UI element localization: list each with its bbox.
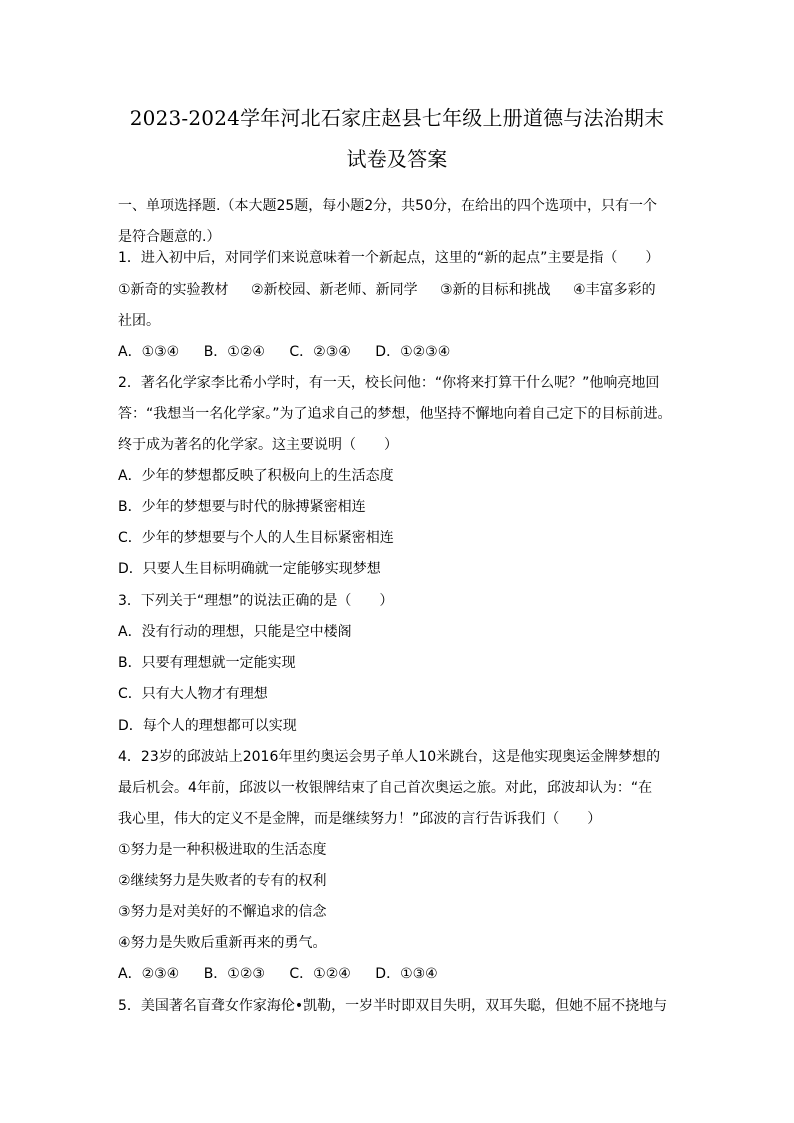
question-4-statement-3: ③努力是对美好的不懈追求的信念	[118, 904, 327, 920]
question-4-statement-2: ②继续努力是失败者的专有的权利	[118, 873, 327, 889]
question-2-stem: 2．著名化学家李比希小学时，有一天，校长问他：“你将来打算干什么呢？”他响亮地回	[118, 375, 660, 391]
question-4-stem-line-3: 我心里，伟大的定义不是金牌，而是继续努力！”邱波的言行告诉我们（ ）	[118, 811, 602, 827]
question-3-option-d: D．每个人的理想都可以实现	[118, 718, 297, 734]
section-heading-continued: 是符合题意的.）	[118, 229, 221, 245]
option-a: A．①③④	[118, 344, 180, 360]
question-1-statements-continued: 社团。	[118, 313, 160, 329]
section-heading: 一、单项选择题.（本大题25题，每小题2分，共50分，在给出的四个选项中，只有一个	[118, 198, 657, 214]
option-c: C．①②④	[289, 966, 351, 982]
option-c: C．②③④	[289, 344, 351, 360]
statement-2: ②新校园、新老师、新同学	[251, 282, 418, 298]
question-4-stem-line-2: 最后机会。4年前，邱波以一枚银牌结束了自己首次奥运之旅。对此，邱波却认为：“在	[118, 780, 653, 796]
document-title-line-1: 2023-2024学年河北石家庄赵县七年级上册道德与法治期末	[129, 106, 665, 130]
statement-3: ③新的目标和挑战	[440, 282, 551, 298]
question-4-stem: 4．23岁的邱波站上2016年里约奥运会男子单人10米跳台，这是他实现奥运金牌梦想的	[118, 749, 661, 765]
option-d: D．①③④	[375, 966, 438, 982]
statement-4: ④丰富多彩的	[573, 282, 656, 298]
question-3-stem: 3．下列关于“理想”的说法正确的是（ ）	[118, 593, 394, 609]
question-4-statement-4: ④努力是失败后重新再来的勇气。	[118, 935, 327, 951]
statement-1: ①新奇的实验教材	[118, 282, 229, 298]
question-1-options	[118, 342, 678, 362]
question-5-stem: 5．美国著名盲聋女作家海伦•凯勒，一岁半时即双目失明，双耳失聪，但她不屈不挠地与	[118, 998, 668, 1014]
question-4-options	[118, 964, 678, 984]
question-2-option-c: C．少年的梦想要与个人的人生目标紧密相连	[118, 530, 394, 546]
question-2-stem-line-3: 终于成为著名的化学家。这主要说明（ ）	[118, 437, 398, 453]
question-2-option-d: D．只要人生目标明确就一定能够实现梦想	[118, 561, 381, 577]
question-2-stem-line-2: 答：“我想当一名化学家。”为了追求自己的梦想，他坚持不懈地向着自己定下的目标前进。	[118, 406, 672, 422]
question-2-option-a: A．少年的梦想都反映了积极向上的生活态度	[118, 468, 394, 484]
option-b: B．①②③	[203, 966, 265, 982]
question-3-option-c: C．只有大人物才有理想	[118, 686, 268, 702]
question-3-option-b: B．只要有理想就一定能实现	[118, 655, 296, 671]
option-d: D．①②③④	[375, 344, 451, 360]
option-a: A．②③④	[118, 966, 180, 982]
question-3-option-a: A．没有行动的理想，只能是空中楼阁	[118, 624, 352, 640]
question-1-stem: 1．进入初中后，对同学们来说意味着一个新起点，这里的“新的起点”主要是指（ ）	[118, 250, 660, 266]
option-b: B．①②④	[203, 344, 265, 360]
question-2-option-b: B．少年的梦想要与时代的脉搏紧密相连	[118, 499, 366, 515]
question-1-statements	[118, 280, 678, 300]
document-title-line-2: 试卷及答案	[346, 147, 448, 171]
question-4-statement-1: ①努力是一种积极进取的生活态度	[118, 842, 327, 858]
